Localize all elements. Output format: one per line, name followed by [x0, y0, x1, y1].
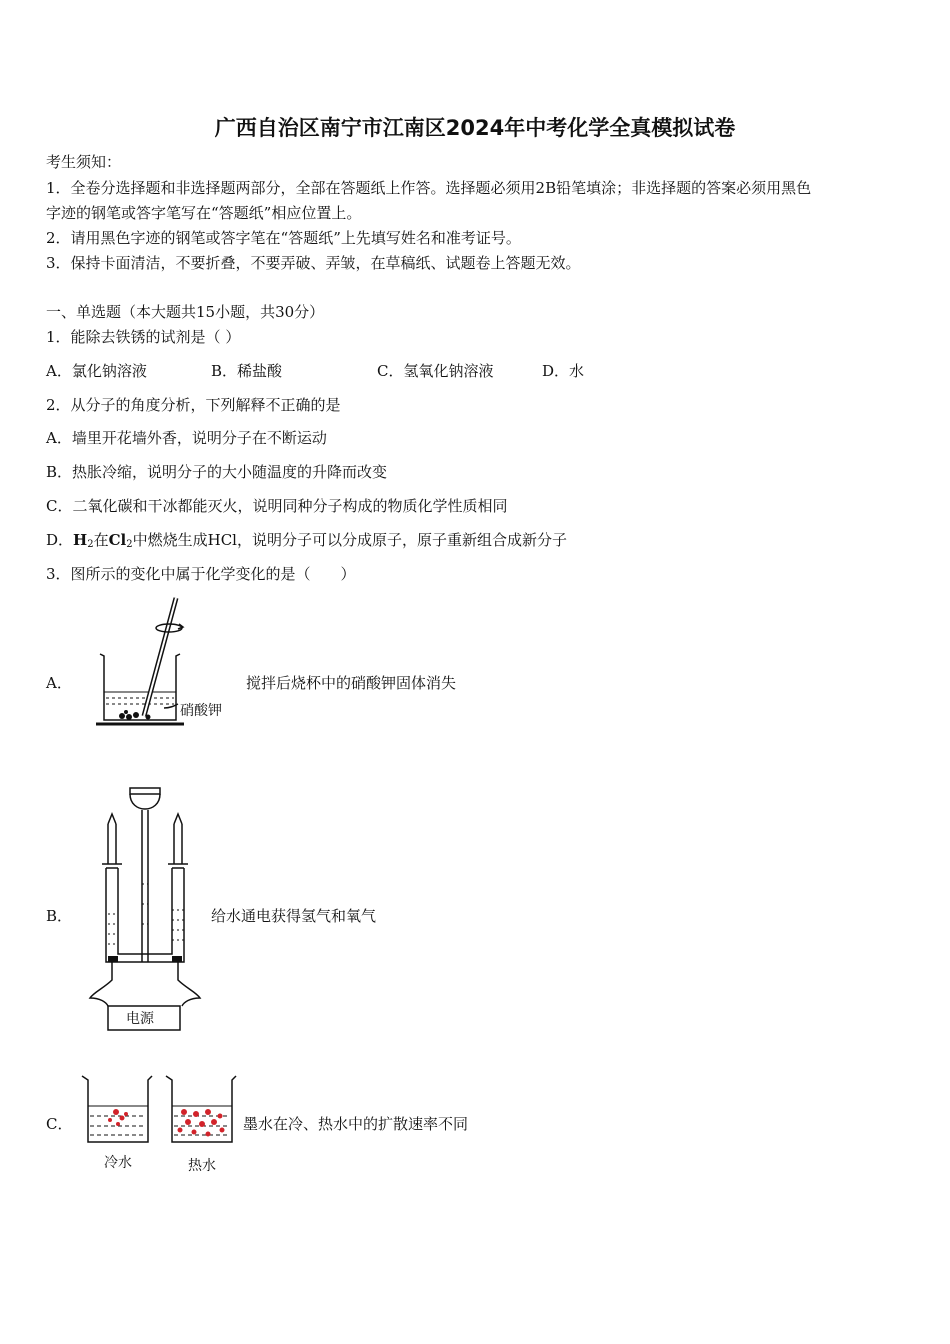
potassium-nitrate-label: 硝酸钾	[180, 703, 222, 719]
notice-item-1: 1．全卷分选择题和非选择题两部分，全部在答题纸上作答。选择题必须用2B铅笔填涂；非选择题的答案必须用黑色	[46, 179, 812, 197]
question-2-option-c: C．二氧化碳和干冰都能灭火，说明同种分子构成的物质化学性质相同	[46, 497, 508, 515]
hot-water-label: 热水	[188, 1158, 216, 1174]
notice-item-3: 3．保持卡面清洁，不要折叠，不要弄破、弄皱，在草稿纸、试题卷上答题无效。	[46, 254, 581, 272]
cold-water-label: 冷水	[104, 1155, 132, 1171]
formula-h: H	[73, 531, 88, 549]
question-1-option-c: C．氢氧化钠溶液	[377, 362, 494, 380]
question-2-option-b: B．热胀冷缩，说明分子的大小随温度的升降而改变	[46, 463, 388, 481]
question-3-option-a-desc: 搅拌后烧杯中的硝酸钾固体消失	[246, 674, 457, 692]
section-heading: 一、单选题（本大题共15小题，共30分）	[46, 303, 325, 321]
option-d-text-2: 中燃烧生成HCl，说明分子可以分成原子，原子重新组合成新分子	[132, 531, 567, 549]
notice-item-2: 2．请用黑色字迹的钢笔或答字笔在“答题纸”上先填写姓名和准考证号。	[46, 229, 521, 247]
formula-cl: Cl	[108, 531, 127, 549]
question-2-option-d	[46, 530, 567, 555]
question-3-stem: 3．图所示的变化中属于化学变化的是（ ）	[46, 565, 356, 583]
cold-hot-water-beakers-figure	[80, 1072, 240, 1150]
question-1-option-b: B．稀盐酸	[211, 362, 283, 380]
question-3-option-c-desc: 墨水在冷、热水中的扩散速率不同	[243, 1115, 469, 1133]
notice-heading: 考生须知：	[46, 153, 122, 171]
question-1-stem: 1．能除去铁锈的试剂是（ ）	[46, 328, 241, 346]
option-d-text-1: 在	[93, 531, 109, 549]
option-d-prefix: D．	[46, 531, 74, 549]
electrolysis-apparatus-figure	[84, 784, 204, 1034]
question-2-stem: 2．从分子的角度分析，下列解释不正确的是	[46, 396, 341, 414]
formula-h-subscript: 2	[87, 539, 94, 550]
formula-cl-subscript: 2	[126, 539, 133, 550]
question-2-option-a: A．墙里开花墙外香，说明分子在不断运动	[46, 429, 327, 447]
power-supply-label: 电源	[126, 1011, 154, 1027]
notice-item-1-cont: 字迹的钢笔或答字笔写在“答题纸”相应位置上。	[46, 204, 362, 222]
question-1-option-a: A．氯化钠溶液	[46, 362, 147, 380]
page-title: 广西自治区南宁市江南区2024年中考化学全真模拟试卷	[214, 116, 736, 140]
question-1-option-d: D．水	[542, 362, 585, 380]
question-3-option-a-letter: A．	[46, 674, 72, 692]
question-3-option-b-desc: 给水通电获得氢气和氧气	[211, 907, 377, 925]
question-3-option-c-letter: C．	[46, 1115, 73, 1133]
question-3-option-b-letter: B．	[46, 907, 73, 925]
